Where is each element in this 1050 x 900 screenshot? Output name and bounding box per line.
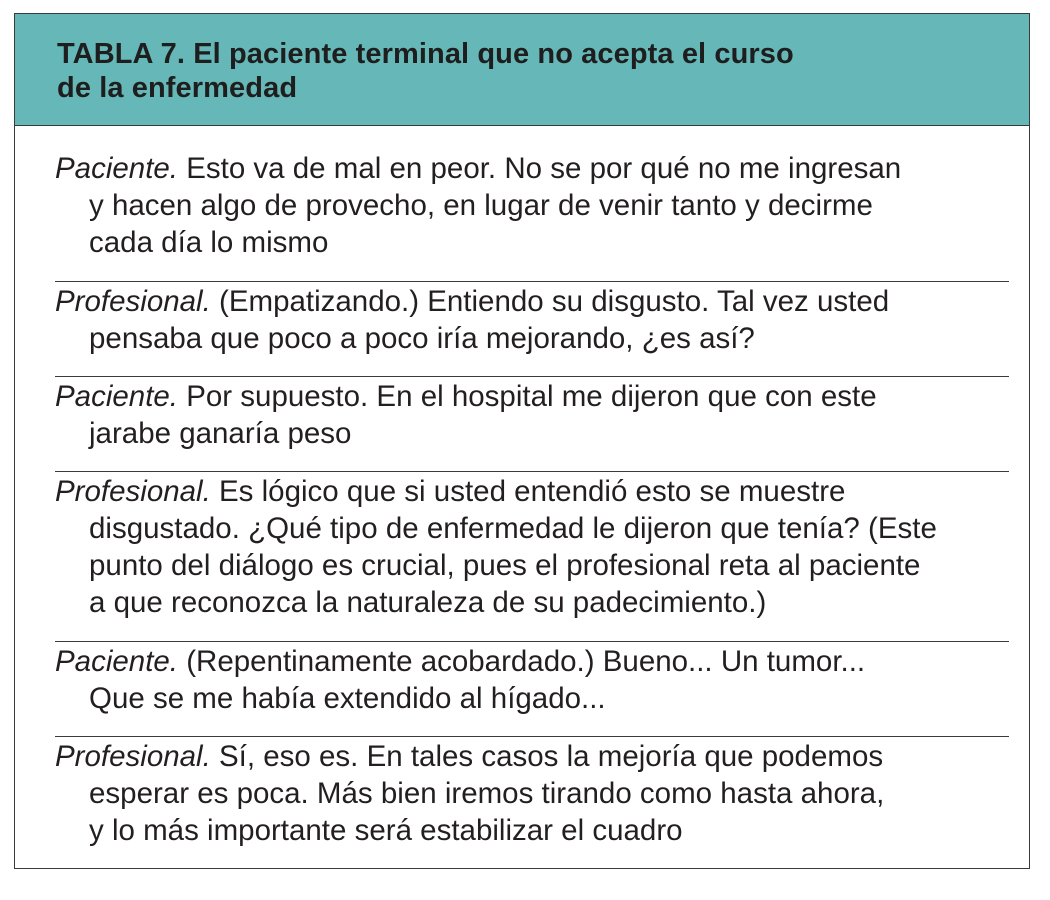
utterance-text: Por supuesto. En el hospital me dijeron que con este xyxy=(178,380,877,413)
dialogue-row-2 xyxy=(55,283,1029,357)
table-title xyxy=(57,37,1029,105)
row-divider xyxy=(55,376,1009,377)
dialogue-row-4 xyxy=(55,473,1029,621)
dialogue-row-6 xyxy=(55,738,1029,849)
row-first-line xyxy=(55,738,1029,775)
row-divider xyxy=(55,471,1009,472)
row-first-line xyxy=(55,378,1029,415)
utterance-text: Es lógico que si usted entendió esto se muestre xyxy=(210,475,846,508)
dialogue-row-5 xyxy=(55,643,1029,717)
row-continuation-line: esperar es poca. Más bien iremos tirando como hasta ahora, xyxy=(89,777,885,810)
dialogue-row-3 xyxy=(55,378,1029,452)
row-divider xyxy=(55,736,1009,737)
row-continuation-line: y hacen algo de provecho, en lugar de venir tanto y decirme xyxy=(89,189,873,222)
row-first-line xyxy=(55,473,1029,510)
row-continuation-line: a que reconozca la naturaleza de su padecimiento.) xyxy=(89,586,767,619)
utterance-text: Sí, eso es. En tales casos la mejoría que podemos xyxy=(210,740,884,773)
row-continuation-line: y lo más importante será estabilizar el cuadro xyxy=(89,814,683,847)
row-continuation-line: jarabe ganaría peso xyxy=(89,417,352,450)
row-continuation-line: punto del diálogo es crucial, pues el profesional reta al paciente xyxy=(89,549,921,582)
row-continuation-line: cada día lo mismo xyxy=(89,226,329,259)
utterance-text: (Empatizando.) Entiendo su disgusto. Tal vez usted xyxy=(210,285,890,318)
speaker-label: Paciente. xyxy=(55,645,178,678)
table-title-line-2: de la enfermedad xyxy=(57,72,298,104)
utterance-text: Esto va de mal en peor. No se por qué no me ingresan xyxy=(178,152,902,185)
dialogue-table xyxy=(14,13,1030,869)
speaker-label: Paciente. xyxy=(55,152,178,185)
speaker-label: Paciente. xyxy=(55,380,178,413)
row-first-line xyxy=(55,283,1029,320)
row-continuation-line: Que se me había extendido al hígado... xyxy=(89,682,606,715)
speaker-label: Profesional. xyxy=(55,285,211,318)
table-title-line-1: TABLA 7. El paciente terminal que no acepta el curso xyxy=(57,38,794,70)
row-divider xyxy=(55,281,1009,282)
table-header xyxy=(15,14,1029,126)
speaker-label: Profesional. xyxy=(55,475,211,508)
row-divider xyxy=(55,641,1009,642)
utterance-text: (Repentinamente acobardado.) Bueno... Un tumor... xyxy=(178,645,866,678)
dialogue-row-1 xyxy=(55,150,1029,261)
speaker-label: Profesional. xyxy=(55,740,211,773)
row-first-line xyxy=(55,643,1029,680)
row-first-line xyxy=(55,150,1029,187)
row-continuation-line: pensaba que poco a poco iría mejorando, ¿es así? xyxy=(89,322,755,355)
row-continuation-line: disgustado. ¿Qué tipo de enfermedad le dijeron que tenía? (Este xyxy=(89,512,937,545)
